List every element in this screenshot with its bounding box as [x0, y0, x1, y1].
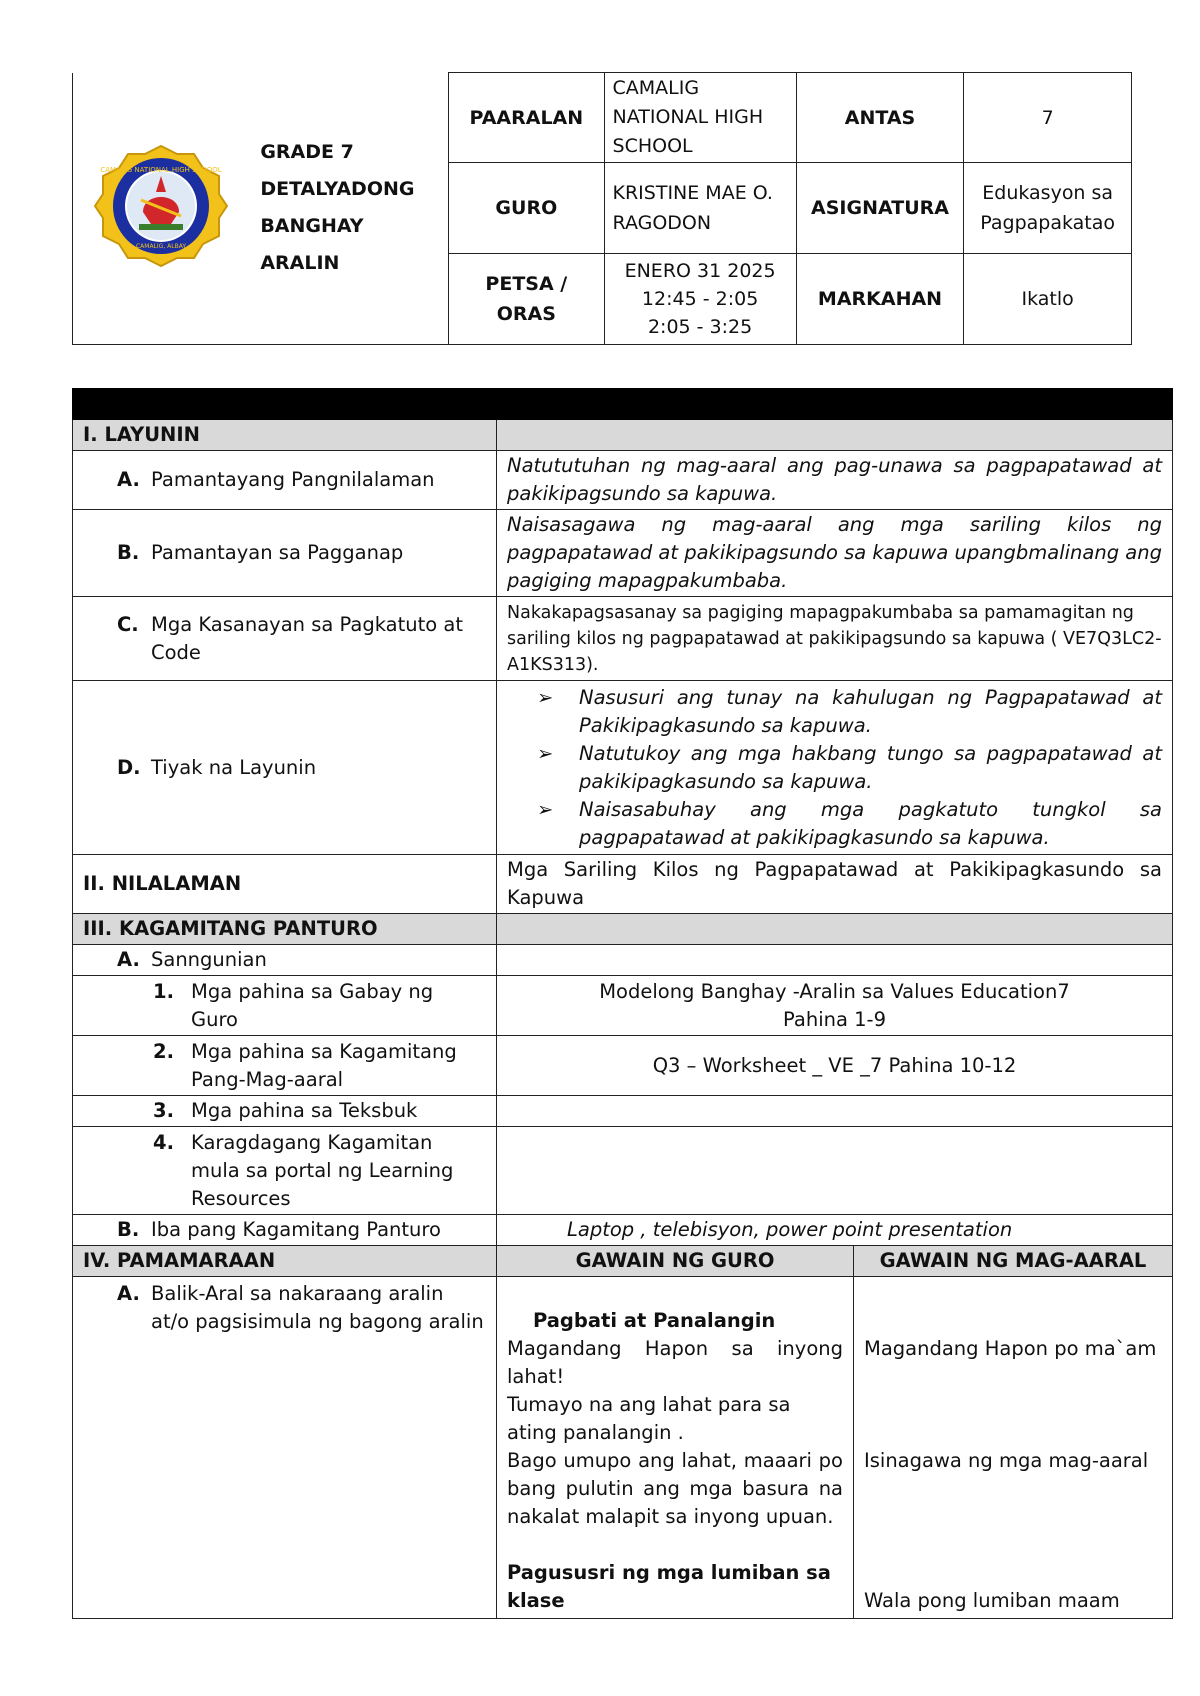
row-label: Mga Kasanayan sa Pagkatuto at Code [151, 612, 463, 664]
objective-item: ➢ Nasusuri ang tunay na kahulugan ng Pagpapatawad at Pakikipagkasundo sa kapuwa. [537, 684, 1162, 740]
guro-label: GURO [449, 163, 604, 254]
row-iba-pang-kagamitan: B. Iba pang Kagamitang Panturo Laptop , telebisyon, power point presentation [73, 1215, 1173, 1246]
mag-aaral-response: Isinagawa ng mga mag-aaral [864, 1449, 1149, 1472]
row-value: Natututuhan ng mag-aaral ang pag-unawa sa pagpapatawad at pakikipagsundo sa kapuwa. [497, 451, 1173, 510]
row-b-pagganap: B. Pamantayan sa Pagganap Naisasagawa ng mag-aaral ang mga sariling kilos ng pagpapatawad at pakikipagsundo sa kapuwa upangbmalinang ang pagiging mapagpakumbaba. [73, 510, 1173, 597]
row-sanngunian: A. Sanngunian [73, 945, 1173, 976]
petsa-label: PETSA / ORAS [449, 254, 604, 345]
guro-paragraph: Pagususri ng mga lumiban sa klase [507, 1561, 831, 1612]
iba-pang-kagamitan-value: Laptop , telebisyon, power point presentation [497, 1215, 1173, 1246]
kagamitang-mag-aaral-value: Q3 – Worksheet _ VE _7 Pahina 10-12 [497, 1036, 1173, 1096]
school-logo-cell [73, 73, 249, 345]
col-gawain-mag-aaral: GAWAIN NG MAG-AARAL [854, 1246, 1173, 1277]
guro-paragraph: Bago umupo ang lahat, maaari po bang pulutin ang mga basura na nakalat malapit sa inyong upuan. [507, 1449, 843, 1528]
mag-aaral-response: Wala pong lumiban maam [864, 1589, 1120, 1612]
antas-label: ANTAS [796, 73, 964, 163]
row-teksbuk: 3. Mga pahina sa Teksbuk [73, 1096, 1173, 1127]
row-value: Nakakapagsasanay sa pagiging mapagpakumbaba sa pamamagitan ng sariling kilos ng pagpapatawad at pakikipagsundo sa kapuwa ( VE7Q3LC2-A1KS313). [497, 597, 1173, 681]
section-layunin: I. LAYUNIN [73, 420, 1173, 451]
objective-item: ➢ Naisasabuhay ang mga pagkatuto tungkol sa pagpapatawad at pakikipagkasundo sa kapuwa. [537, 796, 1162, 852]
gawain-guro-cell [497, 1277, 854, 1619]
row-d-tiyak: D. Tiyak na Layunin ➢ Nasusuri ang tunay na kahulugan ng Pagpapatawad at Pakikipagkasundo sa kapuwa. ➢ Natutukoy ang mga hakbang tungo sa pagpapatawad at pakikipagkasundo sa kapuwa. ➢ Naisasabuhay ang mga pagkatuto tungkol sa pagpapatawad at pakikipagkasundo sa kapuwa. [73, 681, 1173, 855]
top-black-bar [73, 389, 1173, 420]
markahan-label: MARKAHAN [796, 254, 964, 345]
guro-value: KRISTINE MAE O. RAGODON [604, 163, 796, 254]
row-c-kasanayan: C. Mga Kasanayan sa Pagkatuto at Code Nakakapagsasanay sa pagiging mapagpakumbaba sa pamamagitan ng sariling kilos ng pagpapatawad at pakikipagsundo sa kapuwa ( VE7Q3LC2-A1KS313). [73, 597, 1173, 681]
lesson-plan-table [72, 388, 1173, 1619]
gabay-guro-value: Modelong Banghay -Aralin sa Values Education7 Pahina 1-9 [497, 976, 1173, 1036]
mag-aaral-response: Magandang Hapon po ma`am [864, 1337, 1157, 1360]
guro-paragraph: Tumayo na ang lahat para sa ating panalangin . [507, 1393, 791, 1444]
objective-item: ➢ Natutukoy ang mga hakbang tungo sa pagpapatawad at pakikipagkasundo sa kapuwa. [537, 740, 1162, 796]
row-kagamitang-mag-aaral: 2. Mga pahina sa Kagamitang Pang-Mag-aaral Q3 – Worksheet _ VE _7 Pahina 10-12 [73, 1036, 1173, 1096]
logo-bottom-text: CAMALIG, ALBAY [135, 242, 186, 250]
nilalaman-value: Mga Sariling Kilos ng Pagpapatawad at Pakikipagkasundo sa Kapuwa [497, 855, 1173, 914]
petsa-value: ENERO 31 2025 12:45 - 2:05 2:05 - 3:25 [604, 254, 796, 345]
row-value: Naisasagawa ng mag-aaral ang mga sariling kilos ng pagpapatawad at pakikipagsundo sa kapuwa upangbmalinang ang pagiging mapagpakumbaba. [497, 510, 1173, 597]
document-title: GRADE 7 DETALYADONG BANGHAY ARALIN [248, 73, 448, 345]
row-label: Pamantayang Pangnilalaman [151, 468, 435, 491]
section-pamamaraan: IV. PAMAMARAAN GAWAIN NG GURO GAWAIN NG MAG-AARAL [73, 1246, 1173, 1277]
asignatura-value: Edukasyon sa Pagpapakatao [964, 163, 1132, 254]
section-nilalaman: II. NILALAMAN Mga Sariling Kilos ng Pagpapatawad at Pakikipagkasundo sa Kapuwa [73, 855, 1173, 914]
row-label: Tiyak na Layunin [151, 755, 317, 779]
paaralan-value: CAMALIG NATIONAL HIGH SCHOOL [604, 73, 796, 163]
guro-heading: Pagbati at Panalangin [533, 1309, 776, 1332]
objectives-list-cell [497, 681, 1173, 855]
markahan-value: Ikatlo [964, 254, 1132, 345]
row-gabay-guro: 1. Mga pahina sa Gabay ng Guro Modelong Banghay -Aralin sa Values Education7 Pahina 1-9 [73, 976, 1173, 1036]
asignatura-label: ASIGNATURA [796, 163, 964, 254]
school-logo [91, 144, 231, 268]
logo-ring-text: CAMALIG NATIONAL HIGH SCHOOL [99, 165, 222, 174]
row-balik-aral: A. Balik-Aral sa nakaraang aralin at/o pagsisimula ng bagong aralin Pagbati at Panalangin Magandang Hapon sa inyong lahat! Tumayo na ang lahat para sa ating panalangin . Bago umupo ang lahat, maaari po bang pulutin ang mga basura na nakalat malapit sa inyong upuan. Pagususri ng mga lumiban sa klase Magandang Hapon po ma`am Isinagawa ng mga mag-aaral Wala pong lumiban maam [73, 1277, 1173, 1619]
guro-paragraph: Magandang Hapon sa inyong lahat! [507, 1337, 843, 1388]
col-gawain-guro: GAWAIN NG GURO [497, 1246, 854, 1277]
paaralan-label: PAARALAN [449, 73, 604, 163]
header-table [72, 72, 1132, 345]
gawain-mag-aaral-cell [854, 1277, 1173, 1619]
section-kagamitan: III. KAGAMITANG PANTURO [73, 914, 1173, 945]
row-label: Pamantayan sa Pagganap [151, 541, 404, 564]
row-a-pangnilalaman: A. Pamantayang Pangnilalaman Natututuhan ng mag-aaral ang pag-unawa sa pagpapatawad at pakikipagsundo sa kapuwa. [73, 451, 1173, 510]
antas-value: 7 [964, 73, 1132, 163]
row-learning-resources: 4. Karagdagang Kagamitan mula sa portal ng Learning Resources [73, 1127, 1173, 1215]
